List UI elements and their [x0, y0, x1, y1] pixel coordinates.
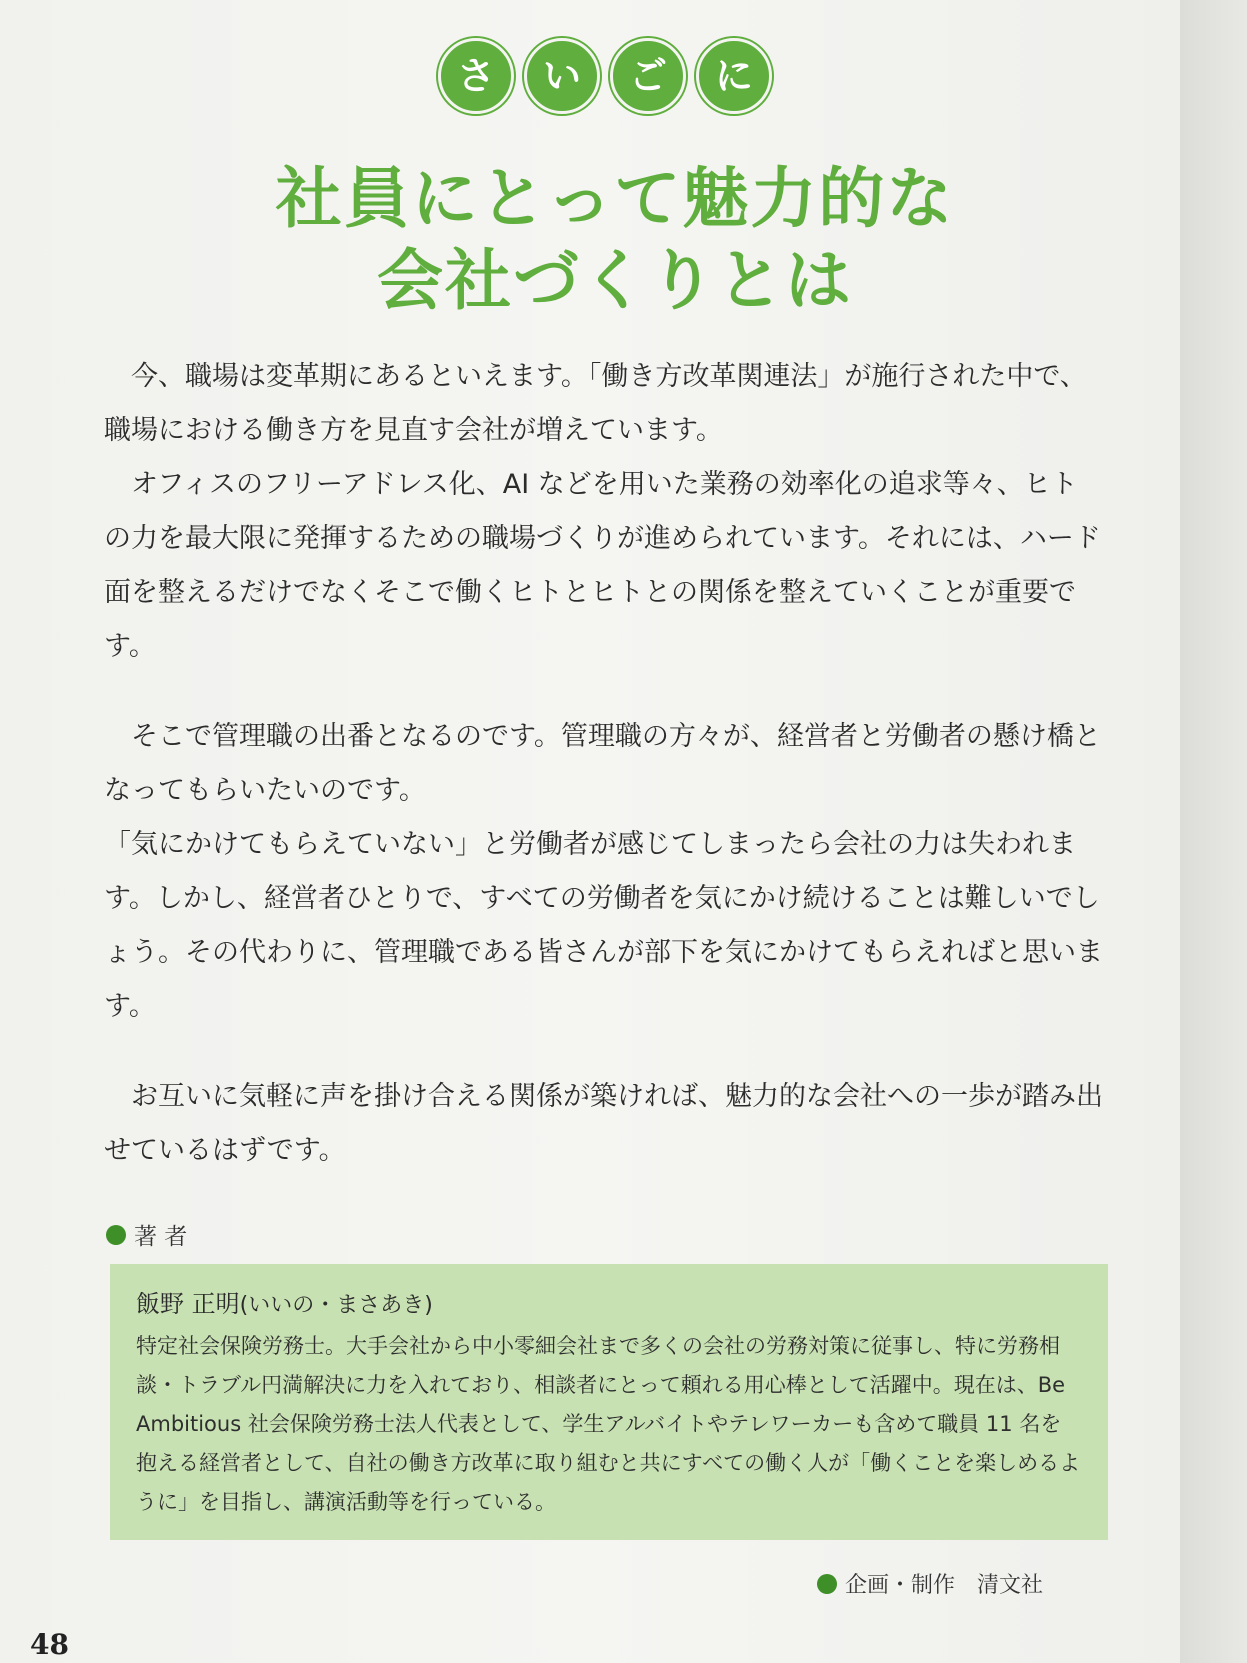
author-label-text: 著 者 [134, 1224, 188, 1250]
author-section-label [106, 1218, 187, 1251]
author-bio-text: 特定社会保険労務士。大手会社から中小零細会社まで多くの会社の労務対策に従事し、特に労務相談・トラブル円満解決に力を入れており、相談者にとって頼れる用心棒として活躍中。現在は、Be Ambitious 社会保険労務士法人代表として、学生アルバイトやテレワーカーも含めて職員 11 名を抱える経営者として、自社の働き方改革に取り組むと共にすべての働く人が「働くことを楽しめるように」を目指し、講演活動等を行っている。 [136, 1334, 1081, 1514]
heading-circle-1: さ [438, 38, 514, 114]
production-credit [817, 1568, 1043, 1599]
heading-circle-2: い [524, 38, 600, 114]
title-line-1: 社員にとって魅力的な [275, 160, 955, 237]
paragraph-4: 「気にかけてもらえていない」と労働者が感じてしまったら会社の力は失われます。しかし、経営者ひとりで、すべての労働者を気にかけ続けることは難しいでしょう。その代わりに、管理職である皆さんが部下を気にかけてもらえればと思います。 [104, 829, 1103, 1022]
bullet-dot-icon [106, 1225, 126, 1245]
author-name: 飯野 正明 [136, 1290, 240, 1318]
article-body [104, 350, 1104, 1178]
title-line-2: 会社づくりとは [377, 242, 853, 319]
author-name-reading: (いいの・まさあき) [239, 1293, 433, 1318]
heading-circle-3: ご [610, 38, 686, 114]
page-title [200, 158, 1030, 322]
paragraph-5: お互いに気軽に声を掛け合える関係が築ければ、魅力的な会社への一歩が踏み出せているはずです。 [104, 1081, 1103, 1166]
heading-circle-4: に [696, 38, 772, 114]
author-profile-box [110, 1264, 1108, 1540]
paragraph-3: そこで管理職の出番となるのです。管理職の方々が、経営者と労働者の懸け橋となってもらいたいのです。 [104, 721, 1101, 806]
author-bio [136, 1327, 1082, 1522]
author-name-line [136, 1284, 1082, 1319]
credit-text: 企画・制作 清文社 [844, 1573, 1043, 1598]
bullet-dot-icon [817, 1574, 837, 1594]
adjacent-page-edge [1180, 0, 1247, 1663]
page-number: 48 [30, 1628, 69, 1661]
section-heading-circles [438, 38, 772, 114]
paragraph-2: オフィスのフリーアドレス化、AI などを用いた業務の効率化の追求等々、ヒトの力を最大限に発揮するための職場づくりが進められています。それには、ハード面を整えるだけでなくそこで働くヒトとヒトとの関係を整えていくことが重要です。 [104, 469, 1101, 662]
paragraph-1: 今、職場は変革期にあるといえます。「働き方改革関連法」が施行された中で、職場における働き方を見直す会社が増えています。 [104, 361, 1087, 446]
